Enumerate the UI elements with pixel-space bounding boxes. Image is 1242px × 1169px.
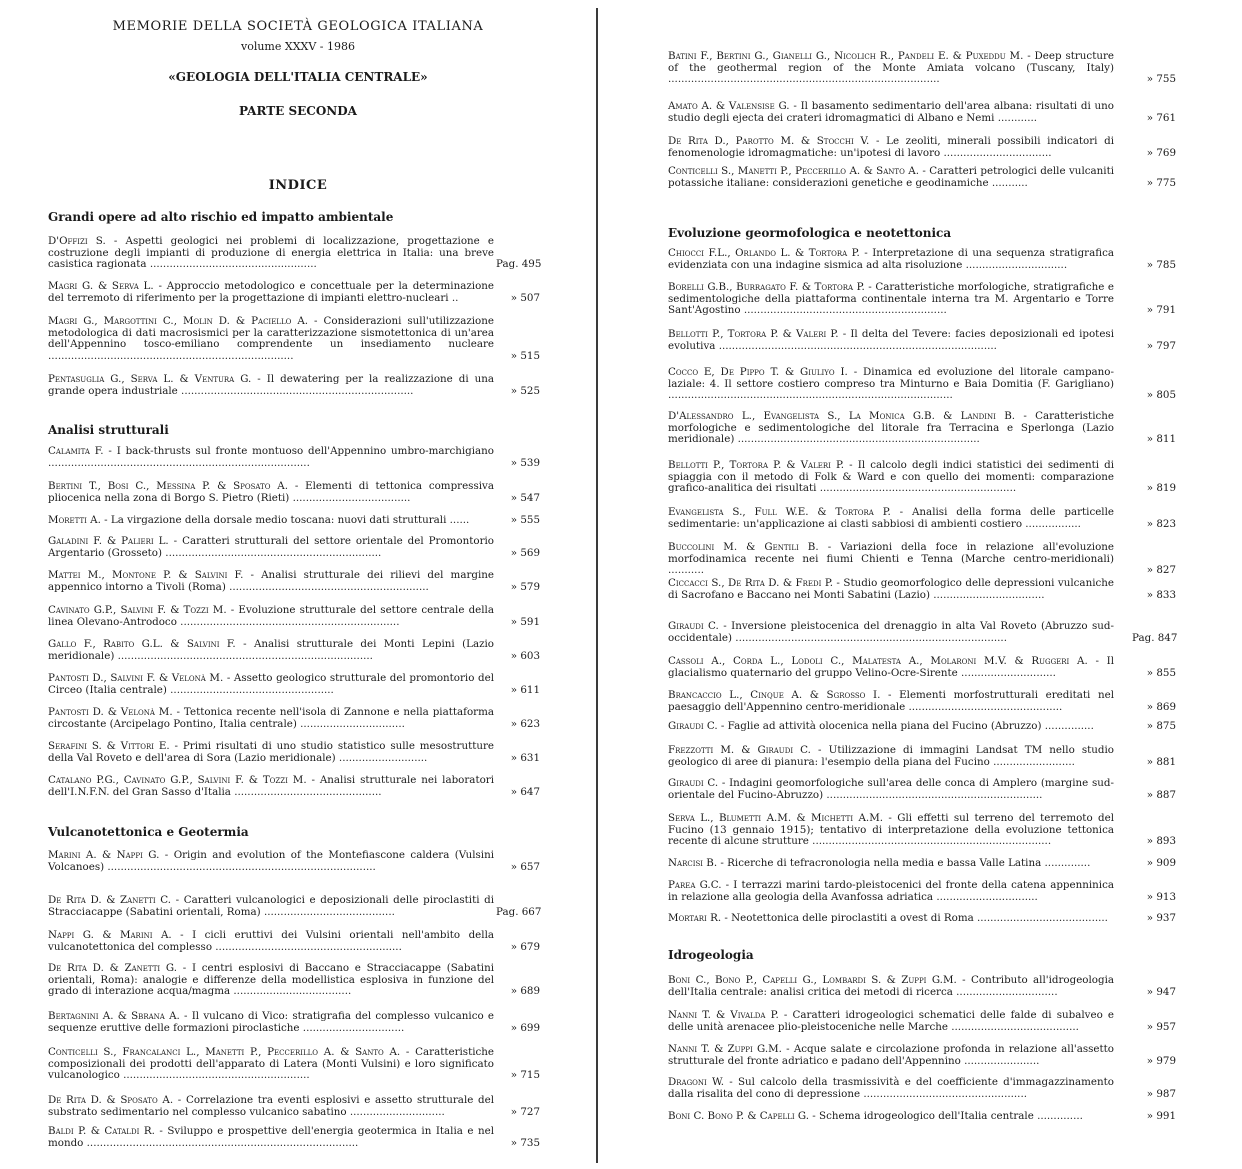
toc-entry [668, 577, 1176, 601]
entry-text [48, 895, 494, 918]
entry-title: - Caratteristiche morfologiche, stratigrafiche e sedimentologiche della piattaforma continentale interna tra M. Argentario e Torre Sant'Agostino .............................................................. [668, 281, 1114, 316]
section-heading: Analisi strutturali [48, 423, 169, 437]
entry-page: Pag. 847 [1132, 631, 1178, 644]
entry-title: - Analisi strutturale dei Monti Lepini (Lazio meridionale) .............................................................................. [48, 638, 495, 662]
entry-title: - Acque salate e circolazione profonda in relazione all'assetto strutturale del fronte adriatico e padano dell'Appennino ....................... [668, 1043, 1114, 1067]
entry-text [48, 481, 494, 504]
entry-authors: Chiocci F.L., Orlando L. & Tortora P. [668, 247, 860, 259]
entry-text [48, 515, 494, 527]
entry-text [668, 578, 1114, 601]
entry-authors: Giraudi C. [668, 777, 719, 789]
entry-text [48, 570, 494, 593]
entry-title: - Elementi di tettonica compressiva pliocenica nella zona di Borgo S. Pietro (Rieti) .................................... [48, 480, 494, 504]
entry-title: - Assetto geologico strutturale del promontorio del Circeo (Italia centrale) .................................................. [48, 672, 494, 696]
entry-text [668, 101, 1114, 124]
entry-page: » 735 [510, 1136, 540, 1149]
entry-authors: Frezzotti M. & Giraudi C. [668, 744, 811, 756]
toc-entry [48, 1010, 540, 1034]
entry-authors: De Rita D. & Sposato A. [48, 1094, 174, 1106]
entry-authors: Dragoni W. [668, 1076, 725, 1088]
entry-page: » 785 [1146, 258, 1176, 271]
entry-authors: Narcisi B. [668, 857, 718, 869]
theme-title: «GEOLOGIA DELL'ITALIA CENTRALE» [168, 70, 428, 84]
entry-authors: Serafini S. & Vittori E. [48, 740, 170, 752]
entry-authors: Conticelli S., Francalanci L., Manetti P., Peccerillo A. & Santo A. [48, 1046, 401, 1058]
toc-entry [668, 655, 1176, 679]
entry-authors: Bertini T., Bosi C., Messina P. & Sposato A. [48, 480, 288, 492]
entry-title: - Deep structure of the geothermal region of the Monte Amiata volcano (Tuscany, Italy) ................................................................................... [668, 50, 1114, 85]
entry-authors: Calamita F. [48, 445, 104, 457]
entry-text [48, 707, 494, 730]
toc-entry [668, 50, 1176, 86]
entry-text [48, 850, 494, 873]
entry-page: » 569 [510, 546, 540, 559]
entry-authors: Boni C., Bono P., Capelli G., Lombardi S. & Zuppi G.M. [668, 974, 957, 986]
entry-page: » 957 [1146, 1020, 1176, 1033]
entry-page: » 823 [1146, 517, 1176, 530]
entry-title: - Caratteristiche composizionali dei prodotti dell'apparato di Latera (Monti Vulsini) e loro significato vulcanologico ......................................................... [48, 1046, 494, 1081]
entry-authors: Pantosti D., Salvini F. & Velonà M. [48, 672, 224, 684]
entry-title: - Considerazioni sull'utilizzazione metodologica di dati macrosismici per la caratterizzazione sismotettonica di un'area dell'Appennino tosco-emiliano comprendente un insediamento nucleare ........................................................................... [48, 315, 494, 362]
entry-page: » 811 [1146, 433, 1176, 445]
entry-page: » 833 [1146, 588, 1176, 601]
entry-text [668, 778, 1114, 801]
entry-page: » 797 [1146, 339, 1176, 352]
entry-title: - Il glacialismo quaternario del gruppo Velino-Ocre-Sirente ............................. [668, 655, 1115, 679]
entry-text [48, 639, 494, 662]
entry-page: » 827 [1146, 564, 1176, 576]
toc-entry [48, 569, 540, 593]
entry-text [48, 236, 494, 271]
entry-authors: Catalano P.G., Cavinato G.P., Salvini F. & Tozzi M. [48, 774, 307, 786]
entry-title: - Faglie ad attività olocenica nella piana del Fucino (Abruzzo) ............... [717, 720, 1094, 732]
entry-text [48, 775, 494, 798]
entry-page: » 887 [1146, 788, 1176, 801]
toc-entry [668, 281, 1176, 317]
entry-authors: Cocco E, De Pippo T. & Giuliyo I. [668, 366, 848, 378]
entry-authors: Boni C. Bono P. & Capelli G. [668, 1110, 810, 1122]
entry-authors: Amato A. & Valensise G. [668, 100, 790, 112]
toc-entry [668, 135, 1176, 159]
entry-title: - Interpretazione di una sequenza stratigrafica evidenziata con una indagine sismica ad alta risoluzione ............................... [668, 247, 1114, 271]
entry-page: » 603 [510, 649, 540, 662]
entry-text [668, 813, 1114, 848]
entry-page: » 991 [1146, 1110, 1176, 1122]
entry-page: » 987 [1146, 1087, 1176, 1100]
entry-title: - Dinamica ed evoluzione del litorale campano-laziale: 4. Il settore costiero compreso tra Minturno e Baia Domitia (F. Garigliano) ....................................................................................... [668, 366, 1114, 401]
entry-title: - Analisi strutturale nei laboratori dell'I.N.F.N. del Gran Sasso d'Italia ............................................. [48, 774, 494, 798]
entry-page: Pag. 667 [496, 905, 542, 918]
entry-authors: Pantosti D. & Velonà M. [48, 706, 173, 718]
entry-text [668, 1010, 1114, 1033]
toc-entry [668, 879, 1176, 903]
right-page [598, 0, 1242, 1169]
index-title: INDICE [268, 178, 328, 193]
entry-title: - Caratteri idrogeologici schematici delle falde di subalveo e delle unità arenacee plio-pleistoceniche nelle Marche ....................................... [668, 1009, 1115, 1033]
toc-entry [668, 366, 1176, 402]
entry-page: » 819 [1146, 482, 1176, 494]
entry-page: Pag. 495 [496, 258, 542, 270]
entry-page: » 699 [510, 1021, 540, 1034]
entry-page: » 657 [510, 860, 540, 873]
toc-entry [668, 100, 1176, 124]
entry-text [668, 975, 1114, 998]
toc-entry [668, 777, 1176, 801]
entry-title: - Variazioni della foce in relazione all'evoluzione morfodinamica recente nei fiumi Chienti e Tenna (Marche centro-meridionali) ........... [668, 541, 1115, 576]
entry-authors: Ciccacci S., De Rita D. & Fredi P. [668, 577, 833, 589]
entry-text [48, 673, 494, 696]
entry-authors: Bellotti P., Tortora P. & Valeri P. [668, 328, 839, 340]
entry-title: - Inversione pleistocenica del drenaggio in alta Val Roveto (Abruzzo sud-occidentale) ................................................................................... [668, 620, 1114, 644]
entry-text [668, 621, 1114, 644]
entry-text [668, 507, 1114, 530]
entry-text [48, 741, 494, 764]
entry-authors: Cassoli A., Corda L., Lodoli C., Malatesta A., Molaroni M.V. & Ruggeri A. [668, 655, 1088, 667]
entry-page: » 947 [1146, 985, 1176, 998]
entry-text [668, 721, 1114, 733]
toc-entry [668, 541, 1176, 577]
entry-title: - Schema idrogeologico dell'Italia centrale .............. [809, 1110, 1083, 1122]
entry-title: - Elementi morfostrutturali ereditati nel paesaggio dell'Appennino centro-meridionale ............................................... [668, 689, 1114, 713]
entry-authors: De Rita D. & Zanetti C. [48, 894, 172, 906]
entry-page: » 805 [1146, 389, 1176, 401]
entry-page: » 875 [1146, 720, 1176, 732]
entry-authors: Cavinato G.P., Salvini F. & Tozzi M. [48, 604, 227, 616]
entry-title: - Il basamento sedimentario dell'area albana: risultati di uno studio degli ejecta dei crateri idromagmatici di Albano e Nemi ............ [668, 100, 1115, 124]
entry-title: - I cicli eruttivi dei Vulsini orientali nell'ambito della vulcanotettonica del complesso ......................................................... [48, 929, 495, 953]
entry-authors: D'Offizi S. [48, 235, 106, 247]
entry-text [668, 248, 1114, 271]
entry-text [668, 367, 1114, 402]
toc-entry [48, 740, 540, 764]
section-heading: Evoluzione geormofologica e neotettonica [668, 226, 952, 240]
entry-text [48, 536, 494, 559]
entry-authors: Nanni T. & Zuppi G.M. [668, 1043, 782, 1055]
entry-page: » 623 [510, 717, 540, 730]
entry-page: » 647 [510, 785, 540, 798]
entry-title: - Tettonica recente nell'isola di Zannone e nella piattaforma circostante (Arcipelago Pontino, Italia centrale) ................................ [48, 706, 494, 730]
entry-title: - La virgazione della dorsale medio toscana: nuovi dati strutturali ...... [100, 514, 470, 526]
entry-title: - Ricerche di tefracronologia nella media e bassa Valle Latina .............. [717, 857, 1091, 869]
entry-page: » 591 [510, 615, 540, 628]
entry-page: » 611 [510, 683, 540, 696]
toc-entry [48, 849, 540, 873]
entry-text [668, 136, 1114, 159]
entry-text [48, 1047, 494, 1082]
entry-text [668, 745, 1114, 768]
entry-text [668, 690, 1114, 713]
entry-title: - Caratteri vulcanologici e deposizionali delle piroclastiti di Stracciacappe (Sabatini orientali, Roma) ........................................ [48, 894, 495, 918]
left-page [0, 0, 596, 1169]
entry-page: » 791 [1146, 304, 1176, 316]
toc-entry [668, 857, 1176, 870]
toc-entry [48, 1046, 540, 1082]
section-heading: Vulcanotettonica e Geotermia [48, 825, 249, 839]
entry-text [48, 1011, 494, 1034]
entry-text [48, 316, 494, 362]
toc-entry [668, 1076, 1176, 1100]
entry-authors: Mattei M., Montone P. & Salvini F. [48, 569, 244, 581]
entry-page: » 555 [510, 514, 540, 526]
entry-authors: Magri G., Margottini C., Molin D. & Paciello A. [48, 315, 309, 327]
journal-title: MEMORIE DELLA SOCIETÀ GEOLOGICA ITALIANA [112, 19, 484, 34]
toc-entry [48, 373, 540, 397]
entry-page: » 525 [510, 384, 540, 397]
entry-text [48, 281, 494, 304]
entry-authors: Parea G.C. [668, 879, 722, 891]
entry-authors: Batini F., Bertini G., Gianelli G., Nicolich R., Pandeli E. & Puxeddu M. [668, 50, 1024, 62]
entry-text [48, 930, 494, 953]
entry-title: - Analisi della forma delle particelle sedimentarie: un'applicazione ai clasti sabbiosi di ambienti costiero ................. [668, 506, 1114, 530]
entry-page: » 515 [510, 349, 540, 362]
entry-authors: Marini A. & Nappi G. [48, 849, 160, 861]
toc-entry [48, 235, 542, 271]
toc-entry [668, 247, 1176, 271]
entry-text [48, 1126, 494, 1149]
toc-entry [668, 1043, 1176, 1067]
entry-authors: Bertagnini A. & Sbrana A. [48, 1010, 180, 1022]
toc-entry [48, 1094, 540, 1118]
entry-text [668, 913, 1114, 925]
entry-page: » 869 [1146, 700, 1176, 713]
toc-entry [48, 445, 540, 469]
entry-authors: Galadini F. & Palieri L. [48, 535, 169, 547]
section-heading: Grandi opere ad alto rischio ed impatto ambientale [48, 210, 394, 224]
entry-text [668, 411, 1114, 446]
entry-title: - Indagini geomorfologiche sull'area delle conca di Amplero (margine sud-orientale del Fucino-Abruzzo) .................................................................. [668, 777, 1115, 801]
toc-entry [668, 1110, 1176, 1123]
entry-authors: Bellotti P., Tortora P. & Valeri P. [668, 459, 845, 471]
entry-title: - Origin and evolution of the Montefiascone caldera (Vulsini Volcanoes) .................................................................................. [48, 849, 494, 873]
entry-title: - Evoluzione strutturale del settore centrale della linea Olevano-Antrodoco ................................................................... [48, 604, 494, 628]
entry-page: » 881 [1146, 755, 1176, 768]
toc-entry [668, 689, 1176, 713]
entry-text [668, 1111, 1114, 1123]
entry-text [48, 374, 494, 397]
entry-page: » 909 [1146, 857, 1176, 869]
entry-title: - I centri esplosivi di Baccano e Stracciacappe (Sabatini orientali, Roma): analogie e differenze della modellistica esplosiva in funzione del grado di interazione acqua/magma .................................... [48, 962, 494, 997]
toc-entry [48, 514, 540, 527]
toc-entry [668, 1009, 1176, 1033]
toc-entry [668, 744, 1176, 768]
toc-entry [48, 638, 540, 662]
entry-page: » 689 [510, 985, 540, 997]
toc-entry [48, 480, 540, 504]
entry-authors: Nanni T. & Vivalda P. [668, 1009, 779, 1021]
entry-page: » 507 [510, 291, 540, 304]
volume-line: volume XXXV - 1986 [240, 40, 356, 53]
toc-entry [48, 672, 540, 696]
entry-page: » 547 [510, 491, 540, 504]
toc-entry [668, 165, 1176, 189]
entry-title: - Il vulcano di Vico: stratigrafia del complesso vulcanico e sequenze eruttive delle formazioni piroclastiche ............................... [48, 1010, 495, 1034]
toc-entry [668, 620, 1178, 644]
entry-text [668, 1044, 1114, 1067]
entry-authors: Gallo F., Rabito G.L. & Salvini F. [48, 638, 236, 650]
entry-title: - Approccio metodologico e concettuale per la determinazione del terremoto di riferimento per la progettazione di impianti elettro-nucleari .. [48, 280, 495, 304]
entry-authors: Moretti A. [48, 514, 101, 526]
toc-entry [48, 929, 540, 953]
entry-page: » 979 [1146, 1054, 1176, 1067]
entry-title: - I back-thrusts sul fronte montuoso dell'Appennino umbro-marchigiano ................................................................................ [48, 445, 495, 469]
toc-entry [48, 1125, 540, 1149]
entry-text [668, 542, 1114, 577]
toc-entry [668, 974, 1176, 998]
entry-page: » 913 [1146, 890, 1176, 903]
entry-authors: Conticelli S., Manetti P., Peccerillo A. & Santo A. [668, 165, 919, 177]
toc-entry [668, 459, 1176, 495]
entry-text [48, 963, 494, 998]
entry-authors: De Rita D. & Zanetti G. [48, 962, 178, 974]
entry-page: » 855 [1146, 666, 1176, 679]
entry-title: - Sul calcolo della trasmissività e del coefficiente d'immagazzinamento dalla risalita del cono di depressione .................................................. [668, 1076, 1114, 1100]
toc-entry [668, 328, 1176, 352]
section-heading: Idrogeologia [668, 948, 754, 962]
entry-title: - Caratteristiche morfologiche e sedimentologiche del litorale fra Terracina e Sperlonga (Lazio meridionale) .......................................................................... [668, 410, 1114, 445]
entry-authors: Baldi P. & Cataldi R. [48, 1125, 155, 1137]
entry-authors: Brancaccio L., Cinque A. & Sgrosso I. [668, 689, 881, 701]
toc-entry [48, 280, 540, 304]
entry-title: - Neotettonica delle piroclastiti a ovest di Roma ........................................ [721, 912, 1108, 924]
entry-authors: Giraudi C. [668, 620, 719, 632]
toc-entry [48, 706, 540, 730]
entry-authors: Nappi G. & Marini A. [48, 929, 172, 941]
entry-authors: Pentasuglia G., Serva L. & Ventura G. [48, 373, 252, 385]
entry-page: » 539 [510, 456, 540, 469]
entry-text [668, 880, 1114, 903]
entry-authors: Borelli G.B., Burragato F. & Tortora P. [668, 281, 865, 293]
entry-title: - Analisi strutturale dei rilievi del margine appennico intorno a Tivoli (Roma) ............................................................. [48, 569, 494, 593]
entry-title: - Le zeoliti, minerali possibili indicatori di fenomenologie idromagmatiche: un'ipotesi di lavoro ................................. [668, 135, 1114, 159]
toc-entry [668, 720, 1176, 733]
entry-page: » 755 [1146, 73, 1176, 85]
entry-authors: D'Alessandro L., Evangelista S., La Monica G.B. & Landini B. [668, 410, 1016, 422]
toc-entry [668, 410, 1176, 446]
entry-page: » 631 [510, 751, 540, 764]
toc-entry [48, 894, 542, 918]
entry-title: - Il dewatering per la realizzazione di una grande opera industriale ....................................................................... [48, 373, 494, 397]
entry-page: » 679 [510, 940, 540, 953]
entry-authors: Mortari R. [668, 912, 722, 924]
entry-authors: Serva L., Blumetti A.M. & Michetti A.M. [668, 812, 884, 824]
entry-title: - Studio geomorfologico delle depressioni vulcaniche di Sacrofano e Baccano nei Monti Sabatini (Lazio) .................................. [668, 577, 1114, 601]
entry-title: - Il calcolo degli indici statistici dei sedimenti di spiaggia con il metodo di Folk & Ward e con quello dei momenti: comparazione grafico-analitica dei risultati ............................................................ [668, 459, 1114, 494]
entry-text [48, 446, 494, 469]
entry-authors: Evangelista S., Full W.E. & Tortora P. [668, 506, 891, 518]
entry-text [668, 282, 1114, 317]
entry-page: » 715 [510, 1069, 540, 1081]
toc-entry [668, 812, 1176, 848]
entry-text [668, 858, 1114, 870]
entry-title: - Caratteri petrologici delle vulcaniti potassiche italiane: considerazioni genetiche e geodinamiche ........... [668, 165, 1114, 189]
entry-text [48, 605, 494, 628]
entry-authors: Buccolini M. & Gentili B. [668, 541, 819, 553]
entry-title: - Sviluppo e prospettive dell'energia geotermica in Italia e nel mondo ................................................................................... [48, 1125, 494, 1149]
part-title: PARTE SECONDA [239, 104, 357, 118]
toc-entry [668, 912, 1176, 925]
entry-title: - Il delta del Tevere: facies deposizionali ed ipotesi evolutiva ..................................................................................... [668, 328, 1114, 352]
entry-text [668, 166, 1114, 189]
entry-title: - Aspetti geologici nei problemi di localizzazione, progettazione e costruzione degli impianti di produzione di energia elettrica in Italia: una breve casistica ragionata ................................................... [48, 235, 494, 270]
entry-title: - Contributo all'idrogeologia dell'Italia centrale: analisi critica dei metodi di ricerca ............................... [668, 974, 1114, 998]
entry-authors: De Rita D., Parotto M. & Stocchi V. [668, 135, 870, 147]
entry-page: » 579 [510, 580, 540, 593]
entry-title: - Primi risultati di uno studio statistico sulle mesostrutture della Val Roveto e dell'area di Sora (Lazio meridionale) ........................... [48, 740, 495, 764]
entry-page: » 727 [510, 1105, 540, 1118]
entry-text [668, 329, 1114, 352]
entry-title: - I terrazzi marini tardo-pleistocenici del fronte della catena appenninica in relazione alla geologia della Avanfossa adriatica ............................... [668, 879, 1115, 903]
entry-text [48, 1095, 494, 1118]
entry-authors: Giraudi C. [668, 720, 718, 732]
entry-page: » 761 [1146, 111, 1176, 124]
toc-entry [48, 535, 540, 559]
entry-page: » 937 [1146, 912, 1176, 924]
toc-entry [48, 774, 540, 798]
entry-title: - Correlazione tra eventi esplosivi e assetto strutturale del substrato sedimentario nel complesso vulcanico sabatino ............................. [48, 1094, 494, 1118]
entry-page: » 893 [1146, 835, 1176, 847]
entry-text [668, 51, 1114, 86]
toc-entry [48, 315, 540, 362]
entry-page: » 769 [1146, 146, 1176, 159]
entry-title: - Gli effetti sul terreno del terremoto del Fucino (13 gennaio 1915); tentativo di interpretazione della evoluzione tettonica recente di alcune strutture ......................................................................... [668, 812, 1114, 847]
entry-text [668, 1077, 1114, 1100]
entry-title: - Caratteri strutturali del settore orientale del Promontorio Argentario (Grosseto) .................................................................. [48, 535, 494, 559]
entry-page: » 775 [1146, 176, 1176, 189]
entry-text [668, 460, 1114, 495]
toc-entry [48, 962, 540, 998]
toc-entry [48, 604, 540, 628]
entry-title: - Utilizzazione di immagini Landsat TM nello studio geologico di aree di pianura: l'esempio della piana del Fucino ......................... [668, 744, 1114, 768]
toc-entry [668, 506, 1176, 530]
entry-authors: Magri G. & Serva L. [48, 280, 154, 292]
entry-text [668, 656, 1114, 679]
